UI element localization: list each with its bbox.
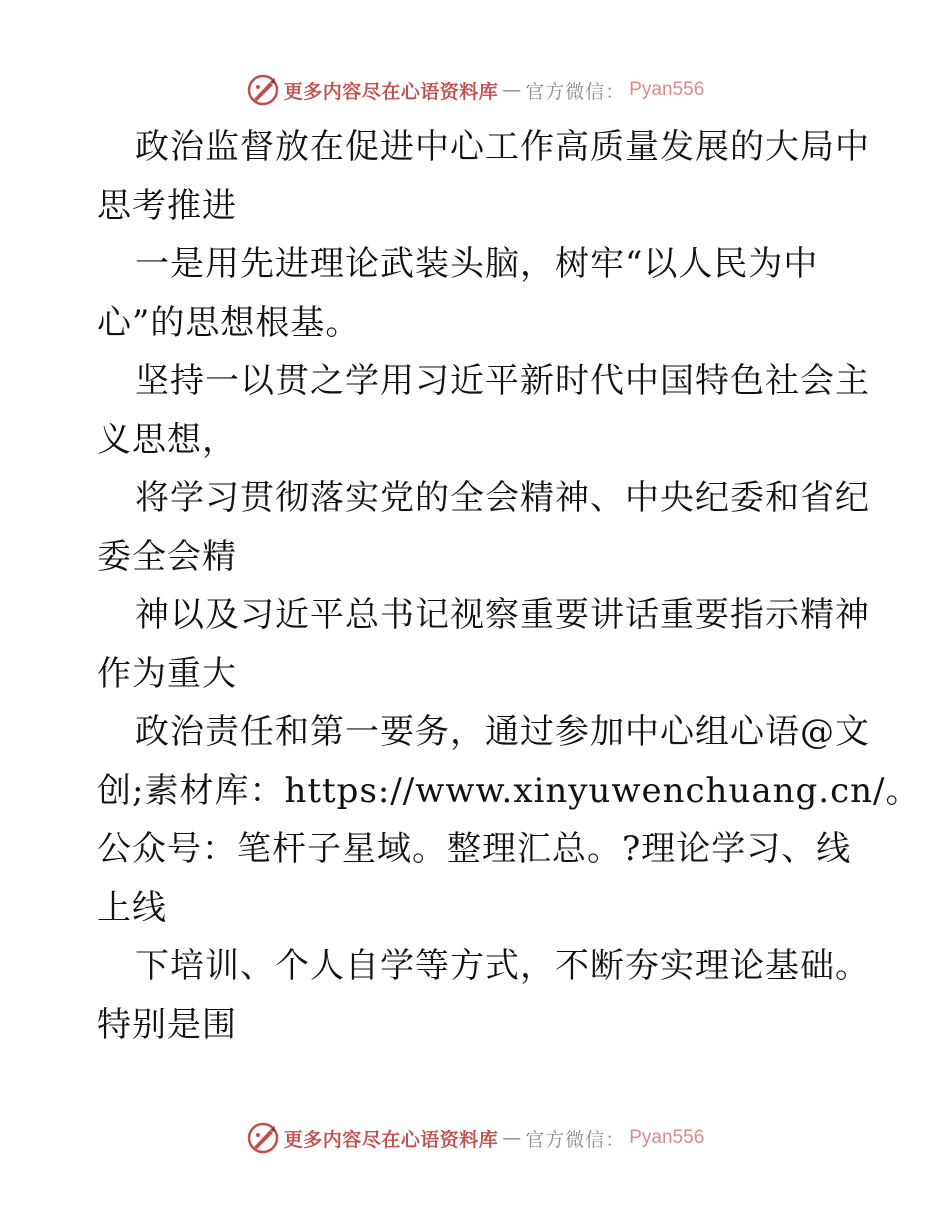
text-line: 委全会精 [97,536,237,577]
text-line: 心”的思想根基。 [97,302,361,343]
text-line: 特别是围 [97,1004,237,1045]
banner-title: 更多内容尽在心语资料库 [283,80,499,103]
document-body [97,118,921,1054]
banner-weixin-id: Pyan556 [629,1127,705,1148]
text-line: 一是用先进理论武装头脑，树牢“以人民为中 [135,244,819,284]
banner-separator: — [502,79,522,101]
text-line: 创;素材库：https://www.xinyuwenchuang.cn/。 [97,770,921,811]
header-banner [0,70,950,110]
text-line: 义思想， [97,419,237,460]
text-line: 下培训、个人自学等方式，不断夯实理论基础。 [135,946,870,986]
banner-weixin-id: Pyan556 [629,79,705,100]
text-line: 公众号：笔杆子星域。整理汇总。?理论学习、线 [97,829,852,869]
text-line: 政治监督放在促进中心工作高质量发展的大局中 [135,127,870,167]
text-line: 思考推进 [97,185,237,226]
quill-pen-emblem-icon [246,1121,280,1155]
footer-banner [0,1118,950,1158]
text-line: 坚持一以贯之学用习近平新时代中国特色社会主 [135,361,870,401]
banner-weixin-label: 官方微信： [525,80,626,103]
text-line: 上线 [97,887,167,928]
banner-separator: — [502,1127,522,1149]
text-line: 将学习贯彻落实党的全会精神、中央纪委和省纪 [135,478,870,518]
text-line: 神以及习近平总书记视察重要讲话重要指示精神 [135,595,870,635]
text-line: 政治责任和第一要务，通过参加中心组心语@文 [135,712,870,752]
banner-title: 更多内容尽在心语资料库 [283,1128,499,1151]
text-line: 作为重大 [97,653,237,694]
banner-weixin-label: 官方微信： [525,1128,626,1151]
quill-pen-emblem-icon [246,73,280,107]
